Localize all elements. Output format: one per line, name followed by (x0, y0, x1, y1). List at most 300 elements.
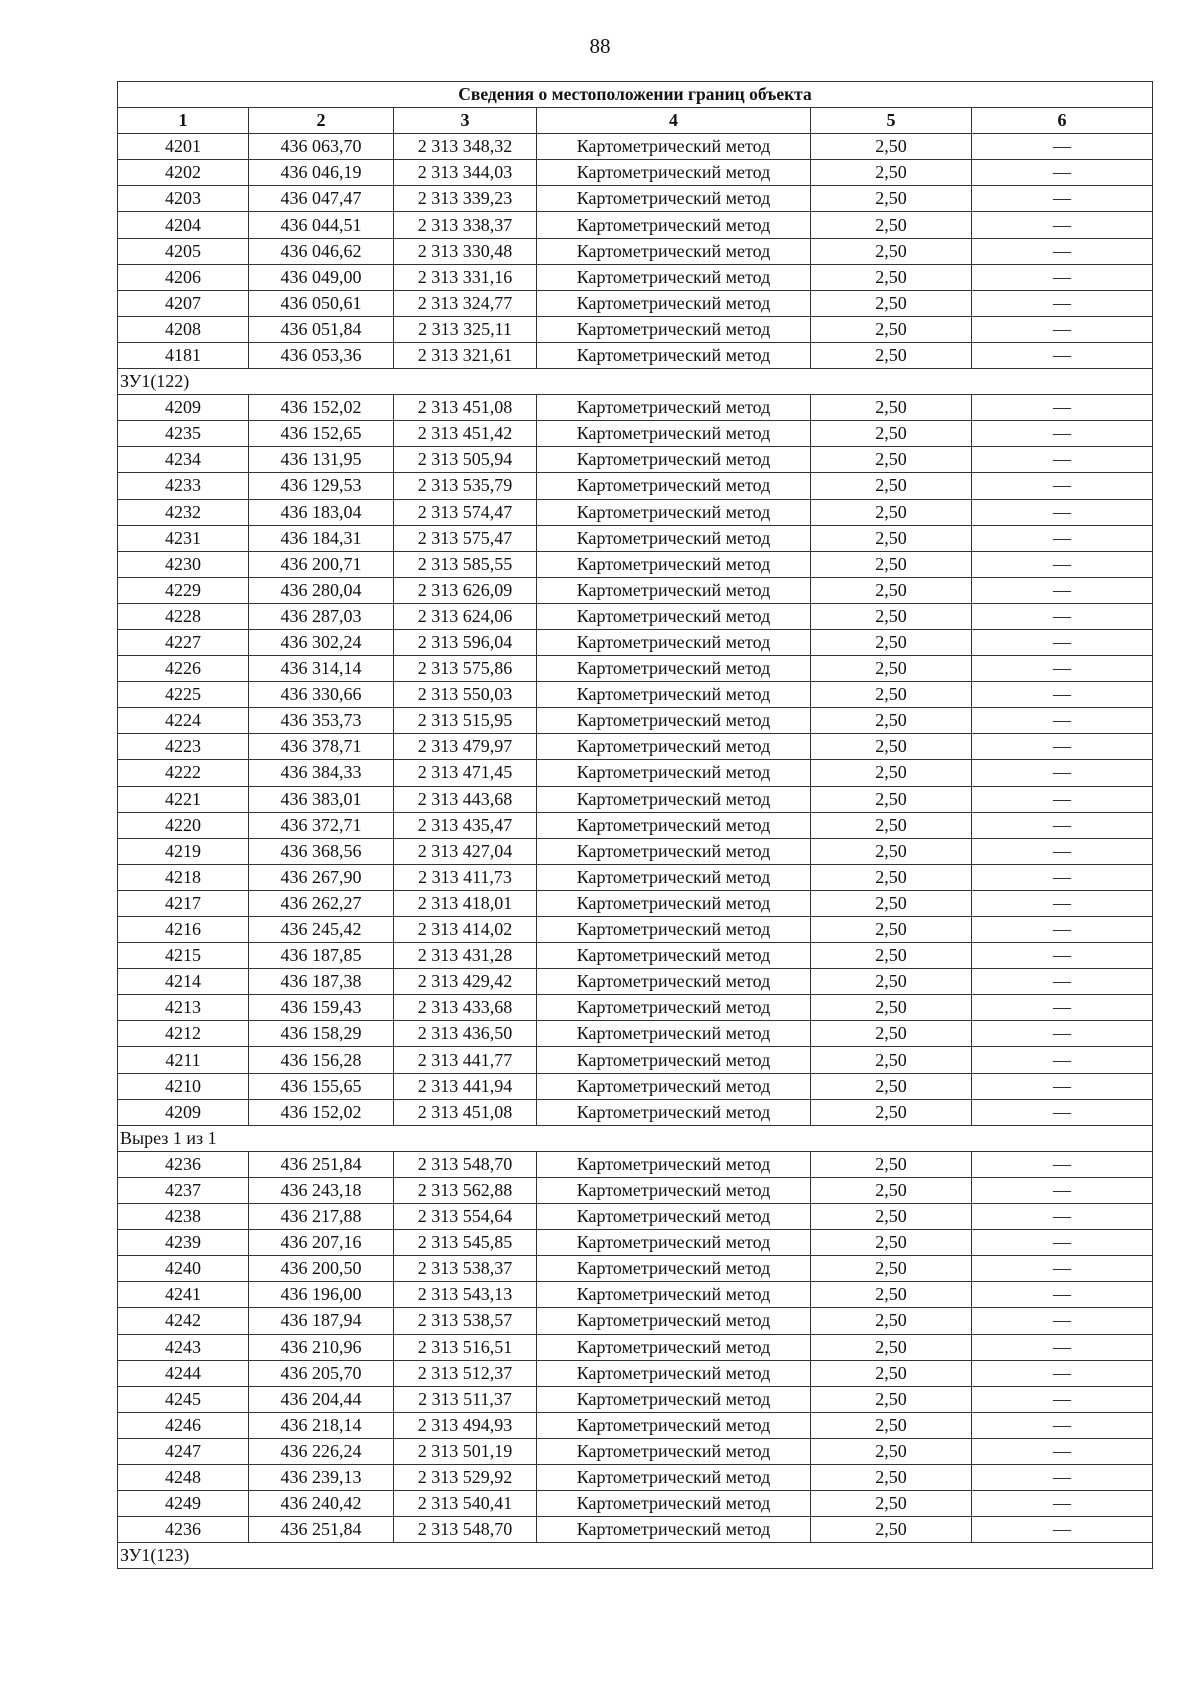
y-coordinate-cell: 2 313 431,28 (394, 943, 537, 969)
table-row (118, 1151, 1153, 1177)
method-cell: Картометрический метод (537, 342, 811, 368)
accuracy-cell: 2,50 (811, 1412, 972, 1438)
y-coordinate-cell: 2 313 338,37 (394, 212, 537, 238)
description-cell: — (972, 1256, 1153, 1282)
description-cell: — (972, 1230, 1153, 1256)
accuracy-cell: 2,50 (811, 1256, 972, 1282)
description-cell: — (972, 212, 1153, 238)
accuracy-cell: 2,50 (811, 734, 972, 760)
description-cell: — (972, 838, 1153, 864)
y-coordinate-cell: 2 313 471,45 (394, 760, 537, 786)
method-cell: Картометрический метод (537, 525, 811, 551)
table-row (118, 1386, 1153, 1412)
accuracy-cell: 2,50 (811, 160, 972, 186)
method-cell: Картометрический метод (537, 395, 811, 421)
method-cell: Картометрический метод (537, 1464, 811, 1490)
accuracy-cell: 2,50 (811, 1230, 972, 1256)
x-coordinate-cell: 436 314,14 (249, 656, 394, 682)
y-coordinate-cell: 2 313 511,37 (394, 1386, 537, 1412)
description-cell: — (972, 290, 1153, 316)
section-label: ЗУ1(122) (118, 369, 1153, 395)
point-number-cell: 4209 (118, 1099, 249, 1125)
point-number-cell: 4204 (118, 212, 249, 238)
y-coordinate-cell: 2 313 626,09 (394, 577, 537, 603)
description-cell: — (972, 1047, 1153, 1073)
point-number-cell: 4210 (118, 1073, 249, 1099)
description-cell: — (972, 421, 1153, 447)
method-cell: Картометрический метод (537, 1073, 811, 1099)
x-coordinate-cell: 436 187,38 (249, 969, 394, 995)
x-coordinate-cell: 436 368,56 (249, 838, 394, 864)
x-coordinate-cell: 436 384,33 (249, 760, 394, 786)
section-row (118, 1543, 1153, 1569)
point-number-cell: 4237 (118, 1177, 249, 1203)
table-row (118, 1464, 1153, 1490)
method-cell: Картометрический метод (537, 786, 811, 812)
y-coordinate-cell: 2 313 574,47 (394, 499, 537, 525)
accuracy-cell: 2,50 (811, 264, 972, 290)
accuracy-cell: 2,50 (811, 421, 972, 447)
point-number-cell: 4218 (118, 864, 249, 890)
y-coordinate-cell: 2 313 512,37 (394, 1360, 537, 1386)
x-coordinate-cell: 436 240,42 (249, 1491, 394, 1517)
description-cell: — (972, 160, 1153, 186)
x-coordinate-cell: 436 200,71 (249, 551, 394, 577)
point-number-cell: 4216 (118, 917, 249, 943)
table-row (118, 551, 1153, 577)
description-cell: — (972, 1151, 1153, 1177)
y-coordinate-cell: 2 313 451,08 (394, 395, 537, 421)
description-cell: — (972, 316, 1153, 342)
description-cell: — (972, 525, 1153, 551)
description-cell: — (972, 1464, 1153, 1490)
y-coordinate-cell: 2 313 348,32 (394, 134, 537, 160)
accuracy-cell: 2,50 (811, 1073, 972, 1099)
method-cell: Картометрический метод (537, 917, 811, 943)
table-row (118, 969, 1153, 995)
y-coordinate-cell: 2 313 321,61 (394, 342, 537, 368)
accuracy-cell: 2,50 (811, 1360, 972, 1386)
point-number-cell: 4211 (118, 1047, 249, 1073)
x-coordinate-cell: 436 210,96 (249, 1334, 394, 1360)
x-coordinate-cell: 436 251,84 (249, 1151, 394, 1177)
description-cell: — (972, 551, 1153, 577)
accuracy-cell: 2,50 (811, 760, 972, 786)
table-row (118, 1230, 1153, 1256)
y-coordinate-cell: 2 313 548,70 (394, 1517, 537, 1543)
column-header: 4 (537, 108, 811, 134)
method-cell: Картометрический метод (537, 629, 811, 655)
x-coordinate-cell: 436 187,85 (249, 943, 394, 969)
accuracy-cell: 2,50 (811, 473, 972, 499)
y-coordinate-cell: 2 313 339,23 (394, 186, 537, 212)
method-cell: Картометрический метод (537, 1386, 811, 1412)
description-cell: — (972, 1491, 1153, 1517)
y-coordinate-cell: 2 313 550,03 (394, 682, 537, 708)
table-row (118, 1360, 1153, 1386)
accuracy-cell: 2,50 (811, 238, 972, 264)
method-cell: Картометрический метод (537, 708, 811, 734)
table-row (118, 1021, 1153, 1047)
column-header: 3 (394, 108, 537, 134)
x-coordinate-cell: 436 047,47 (249, 186, 394, 212)
y-coordinate-cell: 2 313 540,41 (394, 1491, 537, 1517)
description-cell: — (972, 186, 1153, 212)
method-cell: Картометрический метод (537, 499, 811, 525)
description-cell: — (972, 1517, 1153, 1543)
point-number-cell: 4238 (118, 1204, 249, 1230)
method-cell: Картометрический метод (537, 1334, 811, 1360)
table-row (118, 708, 1153, 734)
section-label: Вырез 1 из 1 (118, 1125, 1153, 1151)
section-row (118, 369, 1153, 395)
method-cell: Картометрический метод (537, 1308, 811, 1334)
description-cell: — (972, 1099, 1153, 1125)
table-row (118, 864, 1153, 890)
description-cell: — (972, 708, 1153, 734)
point-number-cell: 4202 (118, 160, 249, 186)
table-row (118, 890, 1153, 916)
table-row (118, 603, 1153, 629)
description-cell: — (972, 1308, 1153, 1334)
table-row (118, 838, 1153, 864)
y-coordinate-cell: 2 313 411,73 (394, 864, 537, 890)
method-cell: Картометрический метод (537, 212, 811, 238)
description-cell: — (972, 1386, 1153, 1412)
y-coordinate-cell: 2 313 429,42 (394, 969, 537, 995)
point-number-cell: 4236 (118, 1151, 249, 1177)
x-coordinate-cell: 436 046,62 (249, 238, 394, 264)
point-number-cell: 4232 (118, 499, 249, 525)
point-number-cell: 4223 (118, 734, 249, 760)
point-number-cell: 4221 (118, 786, 249, 812)
x-coordinate-cell: 436 152,02 (249, 1099, 394, 1125)
table-row (118, 342, 1153, 368)
accuracy-cell: 2,50 (811, 1047, 972, 1073)
x-coordinate-cell: 436 330,66 (249, 682, 394, 708)
table-row (118, 1517, 1153, 1543)
table-row (118, 760, 1153, 786)
x-coordinate-cell: 436 226,24 (249, 1438, 394, 1464)
point-number-cell: 4207 (118, 290, 249, 316)
x-coordinate-cell: 436 152,65 (249, 421, 394, 447)
method-cell: Картометрический метод (537, 603, 811, 629)
point-number-cell: 4234 (118, 447, 249, 473)
table-row (118, 186, 1153, 212)
description-cell: — (972, 864, 1153, 890)
method-cell: Картометрический метод (537, 943, 811, 969)
point-number-cell: 4241 (118, 1282, 249, 1308)
x-coordinate-cell: 436 049,00 (249, 264, 394, 290)
x-coordinate-cell: 436 046,19 (249, 160, 394, 186)
point-number-cell: 4219 (118, 838, 249, 864)
table-row (118, 1204, 1153, 1230)
section-row (118, 1125, 1153, 1151)
y-coordinate-cell: 2 313 505,94 (394, 447, 537, 473)
point-number-cell: 4231 (118, 525, 249, 551)
accuracy-cell: 2,50 (811, 656, 972, 682)
point-number-cell: 4203 (118, 186, 249, 212)
y-coordinate-cell: 2 313 451,42 (394, 421, 537, 447)
x-coordinate-cell: 436 383,01 (249, 786, 394, 812)
point-number-cell: 4206 (118, 264, 249, 290)
y-coordinate-cell: 2 313 451,08 (394, 1099, 537, 1125)
table-row (118, 1334, 1153, 1360)
description-cell: — (972, 917, 1153, 943)
x-coordinate-cell: 436 050,61 (249, 290, 394, 316)
table-row (118, 264, 1153, 290)
y-coordinate-cell: 2 313 441,77 (394, 1047, 537, 1073)
y-coordinate-cell: 2 313 427,04 (394, 838, 537, 864)
method-cell: Картометрический метод (537, 1021, 811, 1047)
table-title: Сведения о местоположении границ объекта (118, 82, 1153, 108)
y-coordinate-cell: 2 313 538,57 (394, 1308, 537, 1334)
x-coordinate-cell: 436 131,95 (249, 447, 394, 473)
y-coordinate-cell: 2 313 516,51 (394, 1334, 537, 1360)
column-header: 6 (972, 108, 1153, 134)
accuracy-cell: 2,50 (811, 838, 972, 864)
accuracy-cell: 2,50 (811, 1308, 972, 1334)
section-label: ЗУ1(123) (118, 1543, 1153, 1569)
accuracy-cell: 2,50 (811, 682, 972, 708)
x-coordinate-cell: 436 251,84 (249, 1517, 394, 1543)
description-cell: — (972, 447, 1153, 473)
point-number-cell: 4225 (118, 682, 249, 708)
x-coordinate-cell: 436 184,31 (249, 525, 394, 551)
accuracy-cell: 2,50 (811, 943, 972, 969)
description-cell: — (972, 760, 1153, 786)
table-body (118, 134, 1153, 1569)
method-cell: Картометрический метод (537, 551, 811, 577)
page-number: 88 (589, 34, 611, 58)
y-coordinate-cell: 2 313 548,70 (394, 1151, 537, 1177)
method-cell: Картометрический метод (537, 1517, 811, 1543)
x-coordinate-cell: 436 262,27 (249, 890, 394, 916)
table-row (118, 447, 1153, 473)
point-number-cell: 4208 (118, 316, 249, 342)
y-coordinate-cell: 2 313 585,55 (394, 551, 537, 577)
method-cell: Картометрический метод (537, 1230, 811, 1256)
table-row (118, 577, 1153, 603)
point-number-cell: 4220 (118, 812, 249, 838)
description-cell: — (972, 1021, 1153, 1047)
boundary-coordinates-table (117, 81, 1153, 1569)
method-cell: Картометрический метод (537, 1256, 811, 1282)
description-cell: — (972, 342, 1153, 368)
method-cell: Картометрический метод (537, 421, 811, 447)
y-coordinate-cell: 2 313 535,79 (394, 473, 537, 499)
x-coordinate-cell: 436 204,44 (249, 1386, 394, 1412)
y-coordinate-cell: 2 313 596,04 (394, 629, 537, 655)
description-cell: — (972, 264, 1153, 290)
x-coordinate-cell: 436 287,03 (249, 603, 394, 629)
point-number-cell: 4230 (118, 551, 249, 577)
x-coordinate-cell: 436 378,71 (249, 734, 394, 760)
table-row (118, 1256, 1153, 1282)
method-cell: Картометрический метод (537, 1151, 811, 1177)
x-coordinate-cell: 436 239,13 (249, 1464, 394, 1490)
y-coordinate-cell: 2 313 543,13 (394, 1282, 537, 1308)
accuracy-cell: 2,50 (811, 629, 972, 655)
point-number-cell: 4226 (118, 656, 249, 682)
table-title-row (118, 82, 1153, 108)
method-cell: Картометрический метод (537, 577, 811, 603)
method-cell: Картометрический метод (537, 812, 811, 838)
point-number-cell: 4224 (118, 708, 249, 734)
table-row (118, 395, 1153, 421)
x-coordinate-cell: 436 063,70 (249, 134, 394, 160)
description-cell: — (972, 577, 1153, 603)
table-row (118, 682, 1153, 708)
accuracy-cell: 2,50 (811, 708, 972, 734)
x-coordinate-cell: 436 243,18 (249, 1177, 394, 1203)
accuracy-cell: 2,50 (811, 577, 972, 603)
x-coordinate-cell: 436 158,29 (249, 1021, 394, 1047)
method-cell: Картометрический метод (537, 264, 811, 290)
y-coordinate-cell: 2 313 414,02 (394, 917, 537, 943)
accuracy-cell: 2,50 (811, 447, 972, 473)
y-coordinate-cell: 2 313 538,37 (394, 1256, 537, 1282)
description-cell: — (972, 1282, 1153, 1308)
table-row (118, 786, 1153, 812)
accuracy-cell: 2,50 (811, 1151, 972, 1177)
accuracy-cell: 2,50 (811, 1021, 972, 1047)
point-number-cell: 4242 (118, 1308, 249, 1334)
description-cell: — (972, 473, 1153, 499)
point-number-cell: 4229 (118, 577, 249, 603)
point-number-cell: 4245 (118, 1386, 249, 1412)
method-cell: Картометрический метод (537, 473, 811, 499)
accuracy-cell: 2,50 (811, 1177, 972, 1203)
accuracy-cell: 2,50 (811, 864, 972, 890)
y-coordinate-cell: 2 313 529,92 (394, 1464, 537, 1490)
accuracy-cell: 2,50 (811, 342, 972, 368)
x-coordinate-cell: 436 205,70 (249, 1360, 394, 1386)
table-row (118, 1308, 1153, 1334)
table-row (118, 1491, 1153, 1517)
point-number-cell: 4217 (118, 890, 249, 916)
x-coordinate-cell: 436 187,94 (249, 1308, 394, 1334)
method-cell: Картометрический метод (537, 447, 811, 473)
x-coordinate-cell: 436 156,28 (249, 1047, 394, 1073)
description-cell: — (972, 734, 1153, 760)
accuracy-cell: 2,50 (811, 499, 972, 525)
x-coordinate-cell: 436 053,36 (249, 342, 394, 368)
description-cell: — (972, 890, 1153, 916)
accuracy-cell: 2,50 (811, 525, 972, 551)
method-cell: Картометрический метод (537, 760, 811, 786)
table-row (118, 1073, 1153, 1099)
y-coordinate-cell: 2 313 562,88 (394, 1177, 537, 1203)
description-cell: — (972, 1360, 1153, 1386)
table-row (118, 212, 1153, 238)
y-coordinate-cell: 2 313 331,16 (394, 264, 537, 290)
table-row (118, 525, 1153, 551)
y-coordinate-cell: 2 313 575,47 (394, 525, 537, 551)
table-row (118, 473, 1153, 499)
point-number-cell: 4247 (118, 1438, 249, 1464)
method-cell: Картометрический метод (537, 864, 811, 890)
x-coordinate-cell: 436 044,51 (249, 212, 394, 238)
description-cell: — (972, 395, 1153, 421)
table-row (118, 629, 1153, 655)
column-header: 5 (811, 108, 972, 134)
accuracy-cell: 2,50 (811, 1282, 972, 1308)
table-row (118, 160, 1153, 186)
x-coordinate-cell: 436 200,50 (249, 1256, 394, 1282)
point-number-cell: 4236 (118, 1517, 249, 1543)
table-row (118, 656, 1153, 682)
x-coordinate-cell: 436 218,14 (249, 1412, 394, 1438)
method-cell: Картометрический метод (537, 995, 811, 1021)
point-number-cell: 4215 (118, 943, 249, 969)
accuracy-cell: 2,50 (811, 969, 972, 995)
table-row (118, 421, 1153, 447)
table-row (118, 1438, 1153, 1464)
point-number-cell: 4244 (118, 1360, 249, 1386)
description-cell: — (972, 1204, 1153, 1230)
accuracy-cell: 2,50 (811, 786, 972, 812)
x-coordinate-cell: 436 152,02 (249, 395, 394, 421)
x-coordinate-cell: 436 159,43 (249, 995, 394, 1021)
method-cell: Картометрический метод (537, 1099, 811, 1125)
x-coordinate-cell: 436 155,65 (249, 1073, 394, 1099)
x-coordinate-cell: 436 302,24 (249, 629, 394, 655)
point-number-cell: 4228 (118, 603, 249, 629)
point-number-cell: 4205 (118, 238, 249, 264)
description-cell: — (972, 656, 1153, 682)
accuracy-cell: 2,50 (811, 1099, 972, 1125)
table-row (118, 316, 1153, 342)
column-header: 2 (249, 108, 394, 134)
method-cell: Картометрический метод (537, 969, 811, 995)
method-cell: Картометрический метод (537, 316, 811, 342)
y-coordinate-cell: 2 313 515,95 (394, 708, 537, 734)
x-coordinate-cell: 436 267,90 (249, 864, 394, 890)
description-cell: — (972, 603, 1153, 629)
point-number-cell: 4248 (118, 1464, 249, 1490)
description-cell: — (972, 1073, 1153, 1099)
y-coordinate-cell: 2 313 344,03 (394, 160, 537, 186)
y-coordinate-cell: 2 313 501,19 (394, 1438, 537, 1464)
y-coordinate-cell: 2 313 433,68 (394, 995, 537, 1021)
accuracy-cell: 2,50 (811, 551, 972, 577)
accuracy-cell: 2,50 (811, 603, 972, 629)
accuracy-cell: 2,50 (811, 212, 972, 238)
description-cell: — (972, 629, 1153, 655)
table-row (118, 1412, 1153, 1438)
table-row (118, 734, 1153, 760)
table-row (118, 290, 1153, 316)
x-coordinate-cell: 436 183,04 (249, 499, 394, 525)
description-cell: — (972, 1334, 1153, 1360)
accuracy-cell: 2,50 (811, 1517, 972, 1543)
table-row (118, 995, 1153, 1021)
accuracy-cell: 2,50 (811, 1491, 972, 1517)
point-number-cell: 4181 (118, 342, 249, 368)
point-number-cell: 4239 (118, 1230, 249, 1256)
point-number-cell: 4209 (118, 395, 249, 421)
table-row (118, 499, 1153, 525)
method-cell: Картометрический метод (537, 1438, 811, 1464)
method-cell: Картометрический метод (537, 838, 811, 864)
table-row (118, 1177, 1153, 1203)
accuracy-cell: 2,50 (811, 316, 972, 342)
y-coordinate-cell: 2 313 418,01 (394, 890, 537, 916)
x-coordinate-cell: 436 280,04 (249, 577, 394, 603)
x-coordinate-cell: 436 217,88 (249, 1204, 394, 1230)
description-cell: — (972, 969, 1153, 995)
